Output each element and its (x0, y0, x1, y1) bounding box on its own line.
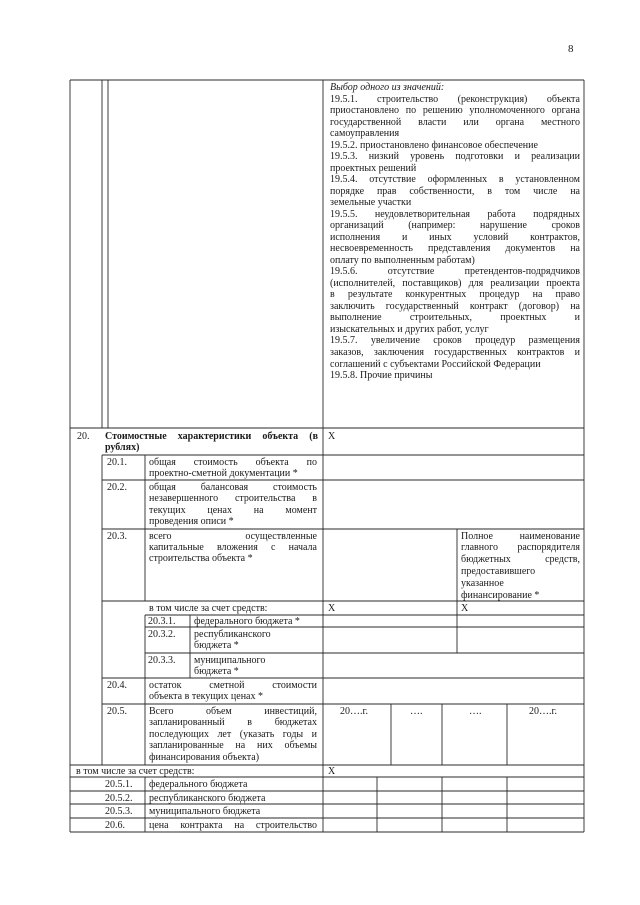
row-20-3-2-line1: республиканского (194, 629, 271, 640)
row-19-5-line: изыскательных и других работ, услуг (330, 323, 489, 335)
row-20-3-sub-label: в том числе за счет средств: (149, 603, 268, 614)
row-20-3-line2: капитальные вложения с начала (149, 542, 317, 553)
row-19-5-line: 19.5.3. низкий уровень подготовки и реализации (330, 151, 580, 163)
row-20-5-3-label: муниципального бюджета (149, 806, 261, 817)
row-19-5-line: 19.5.7. увеличение сроков процедур размещения (330, 335, 580, 347)
row-19-5-line: заключить государственный контракт (договор) на (330, 300, 580, 312)
row-20-3-line3: строительства объекта * (149, 553, 253, 564)
row-20-title-line2: рублях) (105, 442, 140, 453)
row-20-5-number: 20.5. (107, 706, 127, 717)
row-20-4-line2: объекта в текущих ценах * (149, 691, 263, 702)
row-20-2-number: 20.2. (107, 482, 127, 493)
row-19-5-line: исполнения и иных условий контрактов, (330, 231, 580, 243)
row-20-number: 20. (77, 431, 90, 442)
row-20-2-line3: текущих ценах на момент (149, 505, 317, 516)
row-19-5-line: оплату по выполненным работам) (330, 254, 475, 266)
row-20-3-2-number: 20.3.2. (148, 629, 176, 640)
row-20-5-year-1: 20….г. (340, 706, 368, 717)
row-20-5-1-label: федерального бюджета (149, 779, 248, 790)
row-19-5-line: 19.5.6. отсутствие претендентов-подрядчиков (330, 266, 580, 278)
row-20-3-1-label: федерального бюджета * (194, 616, 300, 627)
row-20-title-line1: Стоимостные характеристики объекта (в (105, 431, 318, 442)
row-20-5-sub-mark: X (328, 766, 336, 777)
row-19-5-line: заказов, заключения государственных контрактов и (330, 347, 580, 358)
row-20-3-side-line4: предоставившего (461, 566, 536, 577)
row-20-5-2-label: республиканского бюджета (149, 793, 266, 804)
row-20-5-line1: Всего объем инвестиций, (149, 706, 317, 717)
row-20-5-year-2: …. (410, 706, 423, 717)
row-20-3-side-line6: финансирование * (461, 590, 540, 601)
row-20-5-year-4: 20….г. (529, 706, 557, 717)
row-19-5-line: порядке прав собственности, в том числе на (330, 185, 580, 197)
row-19-5-line: государственной власти или органа местного (330, 116, 580, 128)
row-20-5-1-number: 20.5.1. (105, 779, 133, 790)
row-19-5-line: приостановлено по решению уполномоченного органа (330, 105, 580, 116)
row-20-3-1-number: 20.3.1. (148, 616, 176, 627)
row-20-3-3-line1: муниципального (194, 655, 266, 666)
row-20-1-line1: общая стоимость объекта по (149, 457, 317, 468)
row-20-3-3-number: 20.3.3. (148, 655, 176, 666)
row-19-5-line: организаций (например: нарушение сроков (330, 220, 580, 232)
row-20-5-line3: последующих лет (указать годы и (149, 729, 317, 740)
row-19-5-line: (исполнителей, поставщиков) для реализации проекта (330, 277, 580, 289)
row-20-3-side-line5: указанное (461, 578, 504, 589)
row-20-3-2-line2: бюджета * (194, 640, 239, 651)
row-20-5-line2: запланированный в бюджетах (149, 717, 317, 728)
row-20-3-sub-mark1: X (328, 603, 336, 614)
row-19-5-line: земельные участки (330, 197, 412, 209)
row-20-mark: X (328, 431, 336, 442)
row-20-3-side-line1: Полное наименование (461, 531, 580, 542)
row-20-2-line2: незавершенного строительства в (149, 493, 317, 504)
row-20-3-sub-mark2: X (461, 603, 469, 614)
row-20-1-line2: проектно-сметной документации * (149, 468, 298, 479)
row-20-6-number: 20.6. (105, 820, 125, 831)
row-20-3-3-line2: бюджета * (194, 666, 239, 677)
row-20-4-line1: остаток сметной стоимости (149, 680, 317, 691)
row-19-5-line: 19.5.1. строительство (реконструкция) объекта (330, 93, 580, 105)
row-19-5-line: 19.5.4. отсутствие оформленных в установленном (330, 174, 580, 186)
row-19-5-line: самоуправления (330, 128, 400, 140)
row-19-5-line: 19.5.5. неудовлетворительная работа подрядных (330, 208, 580, 220)
row-19-5-line: в результате конкурентных процедур на право (330, 289, 580, 301)
row-20-5-2-number: 20.5.2. (105, 793, 133, 804)
row-20-6-label: цена контракта на строительство (149, 820, 317, 831)
row-20-3-side-line3: бюджетных средств, (461, 554, 580, 565)
row-19-5-line: соглашений с субъектами Российской Федерации (330, 358, 541, 370)
row-20-5-line4: запланированные на них объемы (149, 740, 317, 751)
row-20-2-line4: проведения описи * (149, 516, 234, 527)
row-20-3-side-line2: главного распорядителя (461, 542, 580, 553)
row-20-4-number: 20.4. (107, 680, 127, 691)
row-19-5-line: выполнение строительных, проектных и (330, 312, 580, 324)
row-20-3-number: 20.3. (107, 531, 127, 542)
row-19-5-line: 19.5.8. Прочие причины (330, 370, 433, 381)
row-20-3-line1: всего осуществленные (149, 531, 317, 542)
row-19-5-line: несвоевременность представления документов на (330, 243, 580, 255)
row-19-5-line: 19.5.2. приостановлено финансовое обеспечение (330, 139, 538, 151)
row-20-2-line1: общая балансовая стоимость (149, 482, 317, 493)
row-20-5-line5: финансирования объекта) (149, 752, 260, 763)
row-20-5-year-3: …. (469, 706, 482, 717)
row-20-1-number: 20.1. (107, 457, 127, 468)
row-20-5-sub-label: в том числе за счет средств: (76, 766, 195, 777)
row-20-5-3-number: 20.5.3. (105, 806, 133, 817)
row-19-5-line: проектных решений (330, 162, 417, 174)
page-number: 8 (568, 43, 574, 55)
row-19-5-line: Выбор одного из значений: (330, 82, 445, 93)
